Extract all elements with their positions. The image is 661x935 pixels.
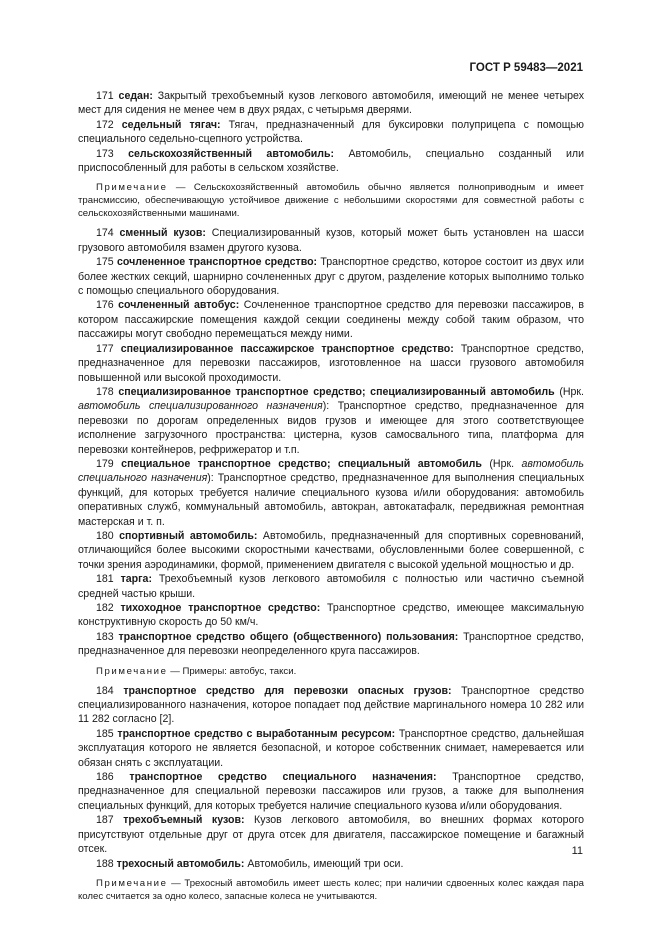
term-entry-186	[78, 770, 584, 813]
term-name: транспортное средство с выработанным ресурсом:	[117, 727, 396, 740]
term-number: 174	[96, 227, 114, 240]
term-number: 184	[96, 684, 114, 697]
term-entry-177	[78, 342, 584, 385]
term-definition: Автомобиль, специально созданный или приспособленный для работы в сельском хозяйстве.	[78, 147, 584, 175]
term-definition: Сочлененное транспортное средство для перевозки пассажиров, в котором пассажирские помещения каждой секции соединены между собой таким образом, что пассажиры могут свободно перемещаться между ними.	[78, 299, 584, 341]
term-number: 182	[96, 602, 114, 614]
term-number: 178	[96, 385, 114, 398]
note-188	[78, 877, 584, 903]
term-definition: Транспортное средство, предназначенное для перевозки пассажиров, изготовленное на шасси грузового автомобиля повышенной или высокой проходимости.	[78, 342, 584, 384]
term-prefix: (Нрк.	[481, 457, 522, 470]
term-name: специальное транспортное средство; специальный автомобиль	[121, 457, 482, 470]
term-name: трехосный автомобиль:	[116, 857, 245, 870]
term-name: сельскохозяйственный автомобиль:	[128, 147, 335, 160]
term-number: 181	[96, 573, 114, 586]
note-label: Примечание	[96, 665, 168, 677]
term-entry-181	[78, 572, 584, 601]
term-definition: Транспортное средство, предназначенное для перевозки неопределенного круга пассажиров.	[78, 630, 584, 658]
page-number: 11	[571, 845, 583, 857]
term-definition: Автомобиль, имеющий три оси.	[244, 857, 404, 870]
term-number: 179	[96, 457, 114, 470]
term-definition: Специализированный кузов, который может быть установлен на шасси грузового автомобиля взамен другого кузова.	[78, 227, 584, 254]
note-label: Примечание	[96, 182, 168, 194]
term-name: транспортное средство специального назначения:	[129, 771, 437, 784]
term-entry-183	[78, 630, 584, 659]
note-183	[78, 665, 584, 678]
note-text: — Сельскохозяйственный автомобиль обычно является полноприводным и имеет трансмиссию, обеспечивающую устойчивое движение с небольшими скоростями для совместной работы с сельскохозяйственными машинами.	[78, 182, 584, 220]
term-deprecated: автомобиль специального назначения	[78, 457, 584, 485]
term-name: седан:	[118, 90, 153, 102]
term-name: трехобъемный кузов:	[123, 814, 245, 827]
term-name: специализированное транспортное средство; специализированный автомобиль	[118, 385, 555, 398]
term-deprecated: автомобиль специализированного назначения	[78, 400, 323, 413]
term-entry-180	[78, 529, 584, 572]
term-definition: Автомобиль, предназначенный для спортивных соревнований, отличающийся более высокими скоростными качествами, обусловленными более совершенной, с точки зрения аэродинамики, формой, применением двигателя с высокой удельной мощностью и др.	[78, 529, 584, 571]
term-number: 186	[96, 771, 114, 784]
term-name: седельный тягач:	[121, 118, 221, 131]
term-number: 188	[96, 857, 114, 870]
term-number: 185	[96, 727, 114, 740]
term-name: сочлененный автобус:	[118, 299, 240, 312]
term-number: 171	[96, 90, 114, 102]
term-name: сменный кузов:	[119, 227, 206, 240]
term-entry-173	[78, 147, 584, 176]
term-definition: Тягач, предназначенный для буксировки полуприцепа с помощью специального седельно-сцепного устройства.	[78, 118, 584, 146]
term-name: транспортное средство общего (общественного) пользования:	[118, 630, 459, 643]
term-entry-172	[78, 118, 584, 147]
note-text: — Трехосный автомобиль имеет шесть колес; при наличии сдвоенных колес каждая пара колес считается за одно колесо, запасные колеса не учитываются.	[78, 877, 584, 902]
term-number: 176	[96, 299, 114, 312]
term-definition: Трехобъемный кузов легкового автомобиля с полностью или частично съемной средней частью крыши.	[78, 573, 584, 600]
term-name: транспортное средство для перевозки опасных грузов:	[123, 684, 452, 697]
term-entry-187	[78, 813, 584, 856]
terms-list	[78, 89, 584, 909]
document-code: ГОСТ Р 59483—2021	[469, 62, 583, 74]
term-definition: ): Транспортное средство, предназначенное для выполнения специальных функций, для которых требуется наличие специального кузова и/или оборудования: автомобиль оперативных служб, коммунальный автомобиль, автокран, автокатафалк, передвижная ремонтная мастерская и т. п.	[78, 472, 584, 528]
term-definition: Транспортное средство, предназначенное для специальной перевозки пассажиров или грузов, а также для выполнения специальных функций, для которых требуется наличие специального кузова и/или оборудования.	[78, 771, 584, 812]
term-entry-188	[78, 857, 584, 871]
term-entry-185	[78, 727, 584, 770]
term-number: 183	[96, 630, 114, 643]
term-entry-175	[78, 255, 584, 298]
note-label: Примечание	[96, 877, 168, 889]
term-definition: Транспортное средство, имеющее максимальную конструктивную скорость до 50 км/ч.	[78, 602, 584, 629]
term-name: спортивный автомобиль:	[119, 529, 258, 542]
term-number: 180	[96, 529, 114, 542]
term-name: тихоходное транспортное средство:	[120, 602, 321, 614]
term-definition: Кузов легкового автомобиля, во внешних формах которого присутствуют отдельные друг от друга отсек для двигателя, пассажирское помещение и багажный отсек.	[78, 814, 584, 856]
term-prefix: (Нрк.	[554, 385, 585, 398]
note-text: — Примеры: автобус, такси.	[167, 665, 297, 677]
term-definition: Транспортное средство специализированного назначения, которое попадает под действие маргинального номера 10 282 или 11 282 согласно [2].	[78, 684, 585, 726]
term-entry-176	[78, 298, 584, 341]
term-definition: Закрытый трехобъемный кузов легкового автомобиля, имеющий не менее четырех мест для сидения не менее чем в двух рядах, с четырьмя дверями.	[78, 90, 584, 117]
term-name: сочлененное транспортное средство:	[117, 256, 318, 269]
term-number: 173	[96, 147, 114, 160]
term-number: 172	[96, 118, 114, 131]
term-number: 177	[96, 342, 114, 355]
term-definition: Транспортное средство, которое состоит из двух или более жестких секций, шарнирно сочлененных друг с другом, разделение которых выполнимо только с помощью специального оборудования.	[78, 256, 584, 298]
term-number: 187	[96, 814, 114, 827]
term-definition: ): Транспортное средство, предназначенное для перевозки по дорогам определенных видов грузов и имеющее для этого соответствующее исполнение загрузочного пространства: цистерна, кузов самосвального типа, платформа для перевозки контейнеров, рефрижератор и т.п.	[78, 400, 584, 456]
term-entry-178	[78, 385, 584, 457]
note-173	[78, 181, 584, 220]
term-entry-171	[78, 89, 584, 118]
term-number: 175	[96, 256, 114, 269]
term-entry-174	[78, 226, 584, 255]
term-name: тарга:	[120, 573, 152, 586]
term-entry-182	[78, 601, 584, 630]
term-entry-184	[78, 684, 584, 727]
term-entry-179	[78, 457, 584, 529]
term-definition: Транспортное средство, дальнейшая эксплуатация которого не является безопасной, и которое собственник снимает, намеревается или обязан снять с эксплуатации.	[78, 727, 584, 769]
term-name: специализированное пассажирское транспортное средство:	[120, 342, 454, 355]
